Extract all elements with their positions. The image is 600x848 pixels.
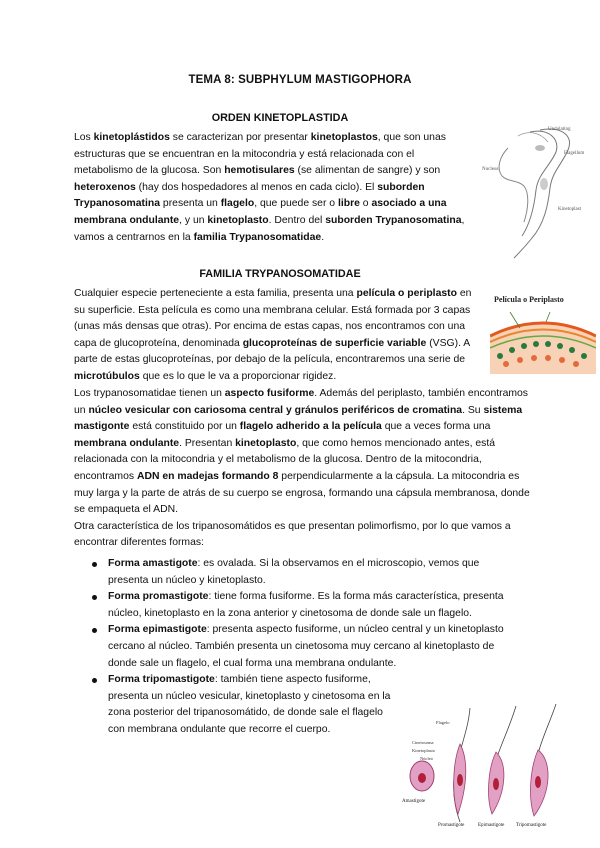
figure-label: Flagelo (436, 720, 450, 725)
paragraph-pelicula: Cualquier especie perteneciente a esta familia, presenta una película o periplasto en su superficie. Esta película es como una membrana celular. Está formada por 3 capas (unas más densas que otras). Por encima de estas capas, nos encontramos con una capa de glucoproteína, denominada glucoproteínas de superficie variable (VSG). A parte de estas glucoproteínas, por debajo de la película, encontraremos una serie de microtúbulos que es lo que le va a proporcionar rigidez. (74, 288, 472, 382)
trypanosome-sketch-figure (478, 120, 596, 260)
figure-label: Nucleus (482, 167, 499, 172)
forms-figure (398, 702, 592, 834)
figure-label: Tripomastigote (516, 823, 547, 828)
figure-label: Cinetosoma (412, 740, 434, 745)
pelicula-figure (490, 290, 596, 374)
figure-label: Promastigote (438, 823, 465, 828)
list-item: Forma promastigote: tiene forma fusiforme. Es la forma más característica, presenta núcleo, kinetoplasto en la zona anterior y cinetosoma de donde sale un flagelo. (92, 589, 522, 622)
bullet-icon (92, 628, 97, 633)
page-title: TEMA 8: SUBPHYLUM MASTIGOPHORA (188, 74, 412, 86)
list-item: Forma tripomastigote: también tiene aspecto fusiforme, presenta un núcleo vesicular, kinetoplasto y cinetosoma en la zona posterior del tripanosomátido, de donde sale el flagelo con membrana ondulante que recorre el cuerpo. (92, 672, 392, 738)
figure-label: Flagellum (564, 151, 585, 156)
bullet-icon (92, 562, 97, 567)
paragraph-kinetoplastida: Los kinetoplástidos se caracterizan por presentar kinetoplastos, que son unas estructuras que se encuentran en la mitocondria y está relacionada con el metabolismo de la glucosa. Son hemotisulares (se alimentan de sangre) y son heteroxenos (hay dos hospedadores al menos en cada ciclo). El suborden Trypanosomatina presenta un flagelo, que puede ser o libre o asociado a una membrana ondulante, y un kinetoplasto. Dentro del suborden Trypanosomatina, vamos a centrarnos en la familia Trypanosomatidae. (74, 132, 465, 243)
section-heading-trypanosomatidae: FAMILIA TRYPANOSOMATIDAE (199, 268, 361, 280)
figure-label: Kinetoplasto (412, 748, 435, 753)
bullet-icon (92, 595, 97, 600)
paragraph-morfologia: Los trypanosomatidae tienen un aspecto fusiforme. Además del periplasto, también encontramos un núcleo vesicular con cariosoma central y gránulos periféricos de cromatina. Su sistema mastigonte está constituido por un flagelo adherido a la película que a veces forma una membrana ondulante. Presentan kinetoplasto, que como hemos mencionado antes, está relacionada con la mitocondria y el metabolismo de la glucosa. Dentro de la mitocondria, encontramos ADN en madejas formando 8 perpendicularmente a la cápsula. La mitocondria es muy larga y la parte de atrás de su cuerpo se engrosa, formando una cápsula membranosa, donde se empaqueta el ADN. Otra característica de los tripanosomátidos es que presentan polimorfismo, por lo que vamos a encontrar diferentes formas: (74, 388, 530, 549)
figure-label: Epimastigote (478, 823, 505, 828)
figure-label: Amastigote (402, 799, 426, 804)
figure-label: Núcleo (420, 756, 433, 761)
figure-label: Kinetoplast (558, 207, 582, 212)
figure-title: Película o Periplasto (494, 295, 564, 304)
section-heading-kinetoplastida: ORDEN KINETOPLASTIDA (211, 112, 349, 124)
figure-label: Undulating (548, 127, 571, 132)
list-item: Forma epimastigote: presenta aspecto fusiforme, un núcleo central y un kinetoplasto cercano al núcleo. También presenta un cinetosoma muy cercano al kinetoplasto de donde sale un flagelo, el cual forma una membrana ondulante. (92, 622, 522, 672)
bullet-icon (92, 678, 97, 683)
list-item: Forma amastigote: es ovalada. Si la observamos en el microscopio, vemos que presenta un núcleo y kinetoplasto. (92, 556, 522, 589)
